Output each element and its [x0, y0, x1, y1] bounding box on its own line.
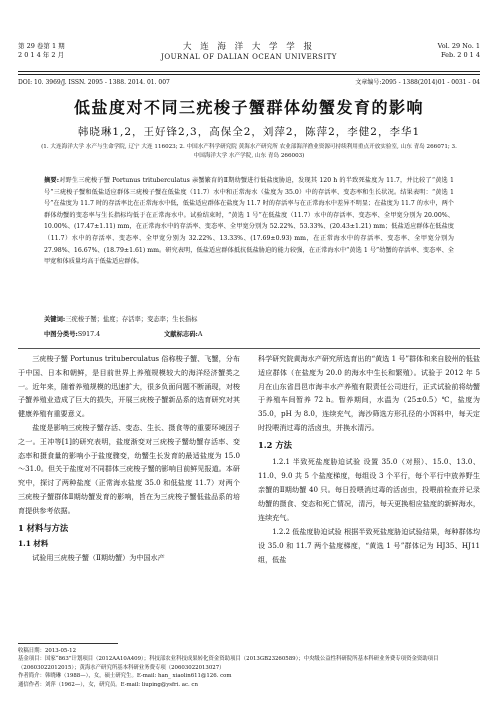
document-code [164, 330, 202, 340]
body-column-left [18, 352, 240, 565]
journal-name-cn: 大 连 海 洋 大 学 学 报 [183, 42, 315, 52]
affiliations: (1. 大连海洋大学 水产与生命学院, 辽宁 大连 116023; 2. 中国水产科学研究院 黄海水产研究所 农业部海洋渔业资源可持续利用重点开放实验室, 山东 青岛 266071; 3. 中国海洋大学 水产学院, 山东 青岛 266003) [41, 144, 457, 159]
intro-paragraph-2: 盐度是影响三疣梭子蟹存活、变态、生长、摄食等的重要环境因子之一。王冲等[1]的研究表明，盐度渐变对三疣梭子蟹幼蟹存活率、变态率和摄食量的影响小于盐度骤变，幼蟹生长发育的最适盐度为 15.0～31.0。但关于盐度对不同群体三疣梭子蟹的影响目前鲜见报道。本研究中，探讨了两种盐度（正常海水盐度 35.0 和低盐度 11.7）对两个三疣梭子蟹群体Ⅱ期幼蟹发育的影响，旨在为三疣梭子蟹低盐品系的培育提供参考依据。 [18, 422, 240, 515]
subsection-heading-1-2: 1.2 方法 [258, 439, 292, 450]
volume-issue-en: Vol. 29 No. 1 [437, 42, 480, 50]
subsection-heading-1-1: 1.1 材料 [18, 539, 49, 549]
clc-label: 中图分类号: [44, 331, 78, 338]
materials-paragraph-cont: 科学研究院黄海水产研究所选育出的“黄选 1 号”群体和来自胶州的低盐适应群体（在盐度为 20.0 的海水中生长和繁殖）。试验于 2012 年 5 月在山东省昌邑市海丰水产养殖有限责任公司进行，正式试验前将幼蟹于养殖车间暂养 72 h。暂养期间，水温为（25±0.5）℃，盐度为 35.0，pH 为 8.0，连续充气，海沙筛选方形孔径的小饵料中，每天定时投喂消过毒的活卤虫，并换水清污。 [258, 354, 480, 432]
intro-paragraph-1: 三疣梭子蟹 Portunus trituberculatus 俗称梭子蟹、飞蟹，分布于中国、日本和朝鲜，是目前世界上养殖规模较大的海洋经济蟹类之一。近年来，随着养殖规模的迅速扩大，很多负面问题不断涌现，对梭子蟹养殖业造成了巨大的损失，开展三疣梭子蟹新品系的选育研究对其健康养殖有重要意义。 [18, 354, 240, 419]
doi-line [18, 79, 480, 87]
method-1-2-2 [258, 525, 480, 567]
author-list: 韩晓琳1,2，王好锋2,3，高保全2，刘萍2，陈萍2，李健2，李华1 [77, 126, 421, 138]
materials-paragraph: 试验用三疣梭子蟹（Ⅱ期幼蟹）为中国水产 [32, 553, 165, 563]
doi: DOI: 10. 3969/J. ISSN. 2095 - 1388. 2014. 01. 007 [18, 79, 170, 86]
volume-info-en [438, 42, 480, 60]
abstract [44, 175, 454, 268]
clc-value: S917.4 [77, 331, 101, 338]
paper-title: 低盐度对不同三疣梭子蟹群体幼蟹发育的影响 [73, 98, 424, 117]
issue-date: 2 0 1 4 年 2 月 [18, 51, 65, 59]
method-1-2-1-label: 1.2.1 半致死盐度胁迫试验 [272, 457, 361, 466]
volume-issue: 第 29 卷第 1 期 [18, 42, 65, 50]
keywords [44, 315, 454, 325]
running-header [18, 42, 480, 72]
keywords-text: 三疣梭子蟹；盐度；存活率；变态率；生长指标 [65, 316, 198, 323]
abstract-label: 摘要: [44, 177, 60, 184]
footnotes [18, 647, 480, 689]
section-heading-1: 1 材料与方法 [18, 522, 69, 533]
method-1-2-1 [258, 455, 480, 525]
author-bio: 作者简介：韩晓琳（1988—），女，硕士研究生。E-mail: han_ xiaolin611@126. com [18, 673, 232, 680]
footnote-rule [18, 643, 118, 644]
abstract-text: 对野生三疣梭子蟹 Portunus trituberculatus 亲蟹繁育的Ⅱ期幼蟹进行低盐度胁迫，发现其 120 h 的半致死盐度为 11.7，并比较了“黄选 1 号”三疣梭子蟹和低盐适应群体三疣梭子蟹在低盐度（11.7）水中和正常海水（盐度为 35.0）中的存活率、变态率和生长状况。结果表明：“黄选 1 号”在盐度为 11.7 时的存活率比在正常海水中低，低盐适应群体在盐度为 11.7 时的存活率与在正常海水中差异不明显；在盐度为 11.7 的水中，两个群体幼蟹的变态率与生长指标均低于在正常海水中。试验结束时，“黄选 1 号”在低盐度（11.7）水中的存活率、变态率、全甲宽分别为 20.00%、10.00%、(17.47±1.11) mm，在正常海水中的存活率、变态率、全甲宽分别为 52.22%、53.33%、(20.43±1.21) mm；低盐适应群体在低盐度（11.7）水中的存活率、变态率、全甲宽分别为 32.22%、13.33%、(17.69±0.93) mm，在正常海水中的存活率、变态率、全甲宽分别为 27.98%、16.67%、(18.79±1.61) mm。研究表明，低盐适应群体抵抗低盐胁迫的能力较强，在正常海水中“黄选 1 号”幼蟹的存活率、变态率、全甲宽和体质量均高于低盐适应群体。 [44, 177, 454, 266]
method-1-2-1-text: 设置 35.0（对照）、15.0、13.0、11.0、9.0 共 5 个盐度梯度，每组设 3 个平行，每个平行中放养野生亲蟹的Ⅱ期幼蟹 40 只。每日投喂消过毒的活卤虫，投喂前检查并记录幼蟹的摄食、变态和死亡情况，清污，每天更换相应盐度的新鲜海水，连续充气。 [258, 456, 480, 522]
issue-date-en: Feb. 2 0 1 4 [440, 51, 480, 59]
method-1-2-2-label: 1.2.2 低盐度胁迫试验 [272, 527, 342, 536]
keywords-label: 关键词: [44, 316, 66, 323]
article-number: 文章编号:2095 - 1388(2014)01 - 0031 - 04 [355, 79, 480, 86]
method-1-2-2-text: 根据半致死盐度胁迫试验结果，每种群体均设 35.0 和 11.7 两个盐度梯度，“黄选 1 号”群体记为 HJ35、HJ11 组，低盐 [258, 526, 480, 565]
section-divider [18, 348, 480, 349]
header-rule-thin [18, 74, 480, 75]
body-column-right [258, 352, 480, 567]
journal-name [18, 42, 480, 62]
corresponding-author: 通信作者：刘萍（1962—），女，研究员。E-mail: liuping@ysfri. ac. cn [18, 681, 198, 688]
header-rule [18, 71, 480, 72]
document-code-label: 文献标志码: [164, 331, 198, 338]
classification [44, 330, 454, 340]
journal-name-en: JOURNAL OF DALIAN OCEAN UNIVERSITY [161, 53, 337, 61]
fund-info: 基金项目：国家“863”计划项目（2012AA10A409）；科技部农业科技成果转化资金资助项目（2013GB23260589）；中央级公益性科研院所基本科研业务费专项资金资助项目（20603022012015）；黄海水产研究所基本科研业务费专项（20603022013027） [18, 656, 439, 671]
document-code-value: A [197, 331, 203, 338]
received-date: 收稿日期：2013-05-12 [18, 648, 77, 654]
